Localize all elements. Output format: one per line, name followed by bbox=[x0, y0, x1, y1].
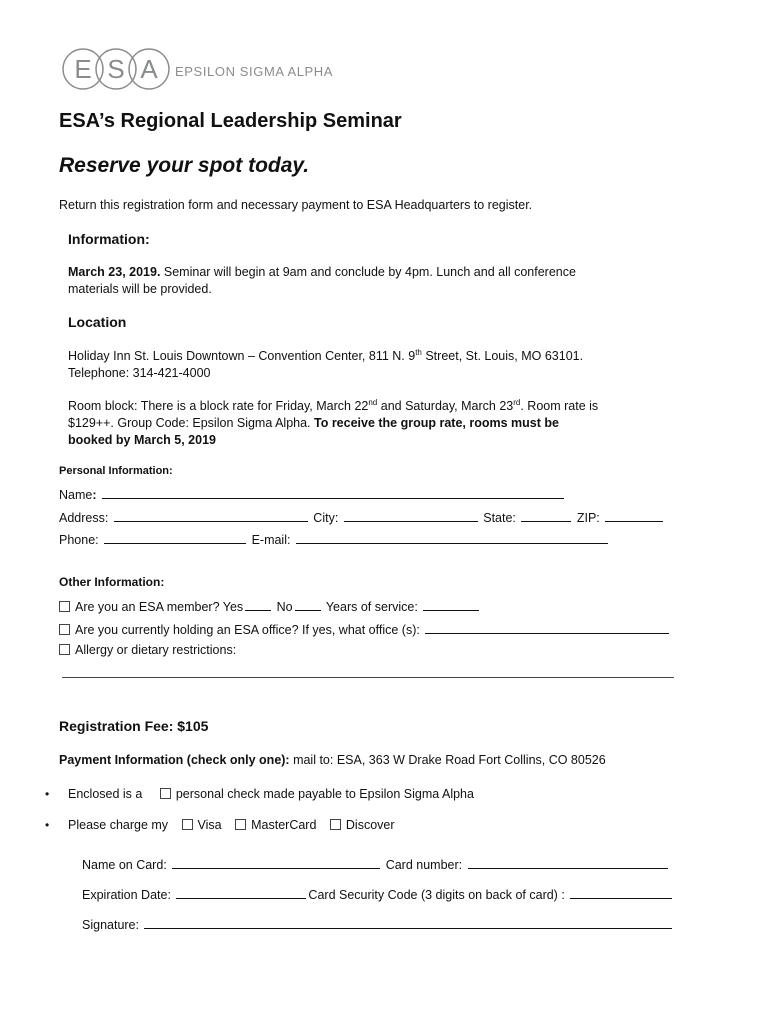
esa-logo-mark bbox=[62, 45, 170, 93]
phone-label: Phone: bbox=[59, 533, 103, 547]
mastercard-checkbox[interactable] bbox=[235, 819, 246, 830]
room-block-line-2 bbox=[68, 416, 559, 430]
card-number-label: Card number: bbox=[382, 858, 466, 872]
address-part-2: Street, St. Louis, MO 63101. bbox=[421, 349, 584, 363]
personal-info-heading: Personal Information: bbox=[59, 465, 173, 477]
address-field[interactable] bbox=[114, 509, 308, 522]
allergy-row bbox=[59, 643, 236, 657]
room-part-2: and Saturday, March 23 bbox=[377, 399, 514, 413]
expiration-field[interactable] bbox=[176, 886, 306, 899]
mastercard-label: MasterCard bbox=[251, 818, 317, 832]
logo-letter-s: S bbox=[107, 54, 125, 84]
signature-field[interactable] bbox=[144, 916, 672, 929]
address-sup: th bbox=[415, 347, 422, 357]
state-label: State: bbox=[479, 511, 520, 525]
payment-heading: Payment Information (check only one): bbox=[59, 753, 290, 767]
room-part-1: Room block: There is a block rate for Friday, March 22 bbox=[68, 399, 369, 413]
name-row bbox=[59, 486, 566, 502]
office-question: Are you currently holding an ESA office? If yes, what office (s): bbox=[75, 623, 424, 637]
member-row bbox=[59, 598, 481, 614]
name-label: Name bbox=[59, 488, 93, 502]
city-field[interactable] bbox=[344, 509, 478, 522]
page-subtitle: Reserve your spot today. bbox=[59, 154, 310, 177]
address-label: Address: bbox=[59, 511, 112, 525]
member-no-field[interactable] bbox=[295, 598, 321, 611]
card-number-field[interactable] bbox=[468, 856, 668, 869]
information-line-2: materials will be provided. bbox=[68, 282, 212, 296]
page-title: ESA’s Regional Leadership Seminar bbox=[59, 110, 402, 132]
location-heading: Location bbox=[68, 314, 127, 330]
check-label: personal check made payable to Epsilon Sigma Alpha bbox=[175, 787, 474, 801]
check-checkbox[interactable] bbox=[160, 788, 171, 799]
enclosed-row bbox=[68, 787, 474, 801]
member-checkbox[interactable] bbox=[59, 601, 70, 612]
name-on-card-label: Name on Card: bbox=[82, 858, 171, 872]
other-info-heading: Other Information: bbox=[59, 575, 165, 589]
room-sup-2: rd bbox=[513, 397, 521, 407]
card-name-row bbox=[82, 856, 670, 872]
payment-info-row bbox=[59, 753, 606, 767]
member-no-label: No bbox=[273, 600, 293, 614]
state-field[interactable] bbox=[521, 509, 571, 522]
security-code-label: Card Security Code (3 digits on back of card) : bbox=[308, 888, 569, 902]
discover-checkbox[interactable] bbox=[330, 819, 341, 830]
address-row bbox=[59, 509, 665, 525]
name-on-card-field[interactable] bbox=[172, 856, 380, 869]
logo-name: EPSILON SIGMA ALPHA bbox=[175, 64, 334, 79]
phone-row bbox=[59, 531, 610, 547]
group-rate-note: To receive the group rate, rooms must be bbox=[314, 416, 559, 430]
information-heading: Information: bbox=[68, 231, 150, 247]
years-label: Years of service: bbox=[322, 600, 422, 614]
name-field[interactable] bbox=[102, 486, 564, 499]
allergy-field-line[interactable] bbox=[62, 677, 674, 678]
logo-letter-e: E bbox=[74, 54, 92, 84]
logo-letter-a: A bbox=[140, 54, 158, 84]
seminar-date: March 23, 2019. bbox=[68, 265, 161, 279]
member-yes-field[interactable] bbox=[245, 598, 271, 611]
security-code-field[interactable] bbox=[570, 886, 672, 899]
intro-text: Return this registration form and necessary payment to ESA Headquarters to register. bbox=[59, 198, 533, 212]
registration-fee: Registration Fee: $105 bbox=[59, 718, 209, 734]
city-label: City: bbox=[309, 511, 342, 525]
allergy-label: Allergy or dietary restrictions: bbox=[75, 643, 237, 657]
room-block-line-1 bbox=[68, 399, 598, 413]
allergy-checkbox[interactable] bbox=[59, 644, 70, 655]
visa-checkbox[interactable] bbox=[182, 819, 193, 830]
charge-label: Please charge my bbox=[68, 818, 169, 832]
signature-label: Signature: bbox=[82, 918, 143, 932]
room-part-3: . Room rate is bbox=[520, 399, 599, 413]
visa-label: Visa bbox=[197, 818, 222, 832]
phone-field[interactable] bbox=[104, 531, 246, 544]
address-part-1: Holiday Inn St. Louis Downtown – Convention Center, 811 N. 9 bbox=[68, 349, 416, 363]
expiration-row bbox=[82, 886, 674, 902]
signature-row bbox=[82, 916, 674, 932]
office-checkbox[interactable] bbox=[59, 624, 70, 635]
years-field[interactable] bbox=[423, 598, 479, 611]
bullet-icon: • bbox=[45, 787, 50, 801]
discover-label: Discover bbox=[345, 818, 395, 832]
enclosed-label: Enclosed is a bbox=[68, 787, 143, 801]
member-question: Are you an ESA member? Yes bbox=[75, 600, 244, 614]
email-label: E-mail: bbox=[248, 533, 294, 547]
location-address bbox=[68, 349, 583, 363]
name-colon: : bbox=[92, 488, 97, 502]
information-line-1 bbox=[68, 265, 576, 279]
booking-deadline: booked by March 5, 2019 bbox=[68, 433, 216, 447]
zip-field[interactable] bbox=[605, 509, 663, 522]
group-code: $129++. Group Code: Epsilon Sigma Alpha. bbox=[68, 416, 314, 430]
payment-mail-to: mail to: ESA, 363 W Drake Road Fort Collins, CO 80526 bbox=[289, 753, 606, 767]
bullet-icon: • bbox=[45, 818, 50, 832]
charge-row bbox=[68, 818, 395, 832]
location-telephone: Telephone: 314-421-4000 bbox=[68, 366, 211, 380]
esa-logo bbox=[62, 45, 170, 98]
expiration-label: Expiration Date: bbox=[82, 888, 175, 902]
room-sup-1: nd bbox=[368, 397, 378, 407]
zip-label: ZIP: bbox=[573, 511, 604, 525]
office-row bbox=[59, 621, 671, 637]
email-field[interactable] bbox=[296, 531, 608, 544]
seminar-hours: Seminar will begin at 9am and conclude by 4pm. Lunch and all conference bbox=[160, 265, 576, 279]
office-field[interactable] bbox=[425, 621, 669, 634]
